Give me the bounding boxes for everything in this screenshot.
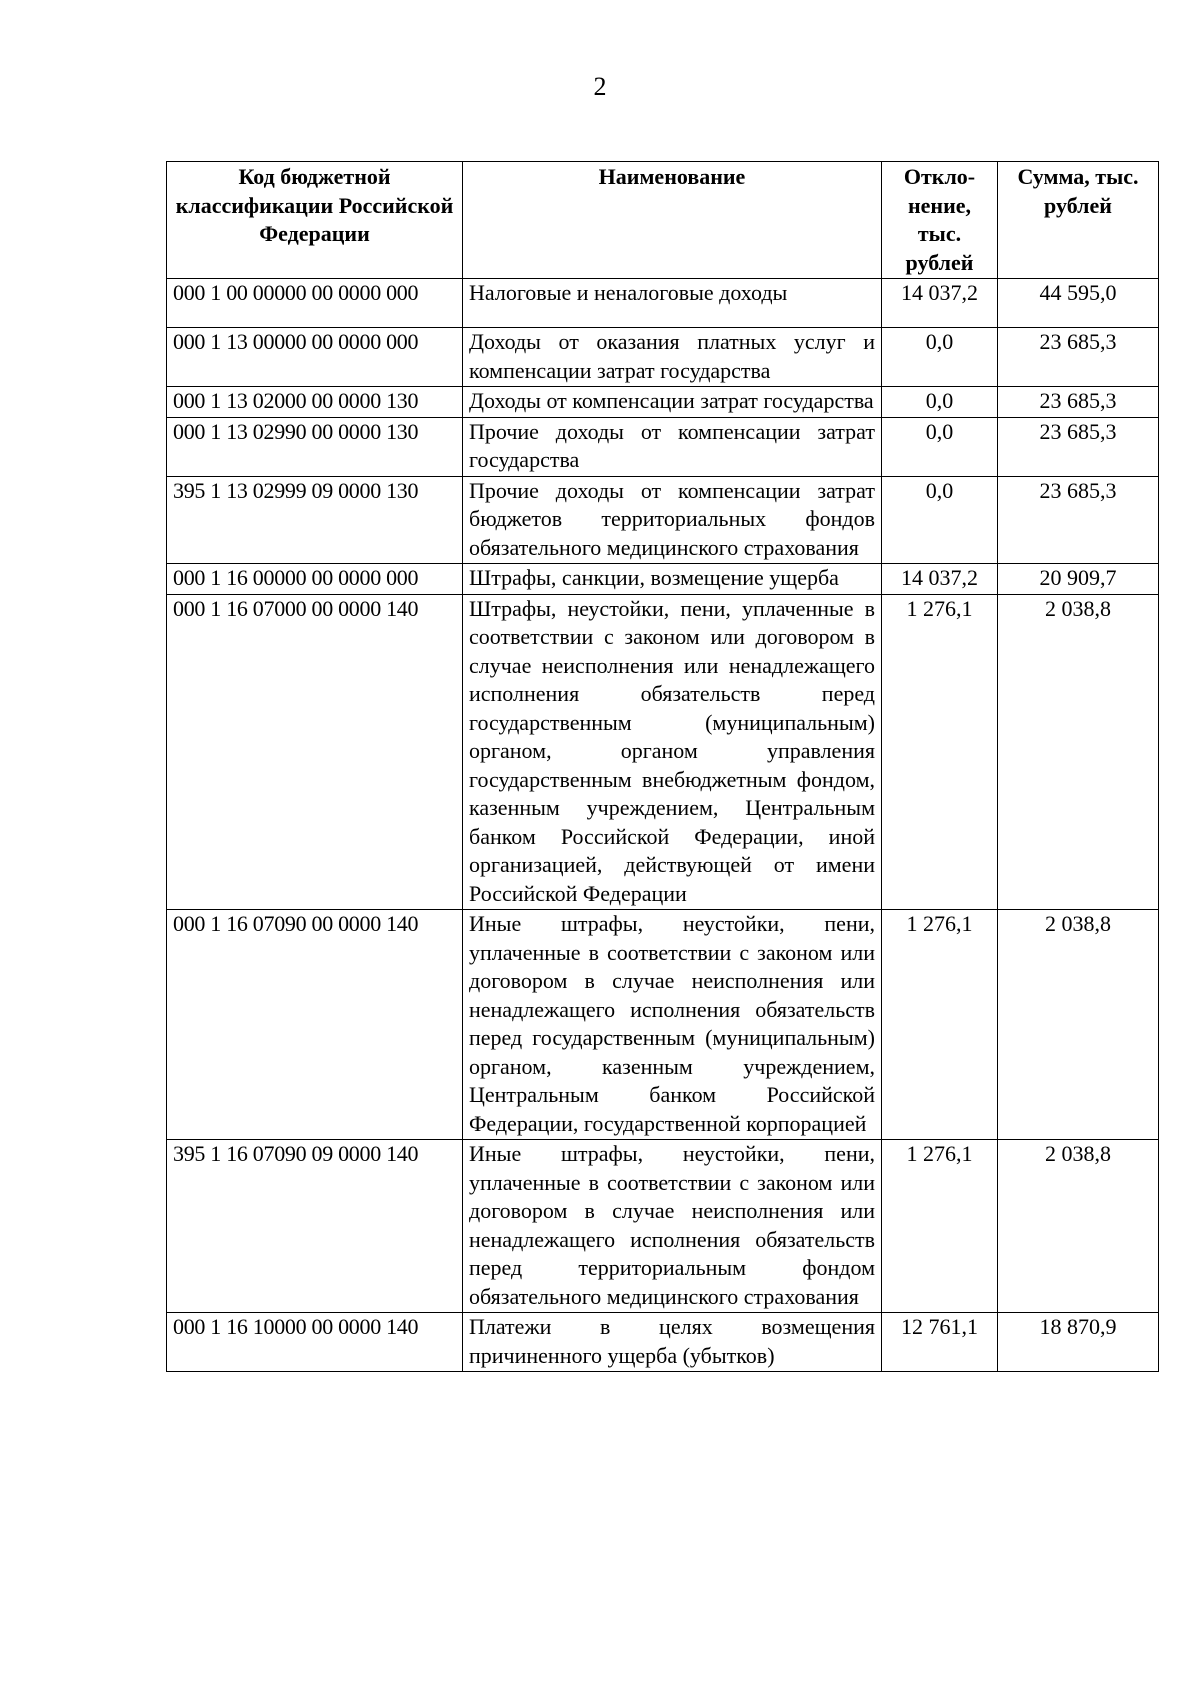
cell-sum: 2 038,8: [998, 910, 1159, 1140]
cell-sum: 20 909,7: [998, 564, 1159, 595]
cell-sum: 23 685,3: [998, 417, 1159, 476]
cell-code: 000 1 16 07000 00 0000 140: [167, 594, 463, 910]
cell-deviation: 1 276,1: [882, 1140, 998, 1313]
cell-deviation: 1 276,1: [882, 910, 998, 1140]
page-number: 2: [593, 72, 607, 101]
cell-code: 395 1 16 07090 09 0000 140: [167, 1140, 463, 1313]
cell-name: Платежи в целях возмещения причиненного ущерба (убытков): [463, 1313, 882, 1372]
cell-sum: 2 038,8: [998, 594, 1159, 910]
cell-name: Иные штрафы, неустойки, пени, уплаченные в соответствии с законом или договором в случае неисполнения или ненадлежащего исполнения обязательств перед государственным (муниципальным) органом, казенным учреждением, Центральным банком Российской Федерации, государственной корпорацией: [463, 910, 882, 1140]
table-row: [167, 594, 1159, 910]
table-row: [167, 1140, 1159, 1313]
cell-deviation: 12 761,1: [882, 1313, 998, 1372]
cell-sum: 23 685,3: [998, 387, 1159, 418]
cell-name: Доходы от компенсации затрат государства: [463, 387, 882, 418]
cell-code: 000 1 00 00000 00 0000 000: [167, 279, 463, 328]
cell-deviation: 0,0: [882, 417, 998, 476]
table-row: [167, 564, 1159, 595]
cell-deviation: 0,0: [882, 328, 998, 387]
table-header-row: [167, 162, 1159, 279]
table-row: [167, 279, 1159, 328]
table-row: [167, 328, 1159, 387]
cell-name: Иные штрафы, неустойки, пени, уплаченные в соответствии с законом или договором в случае неисполнения или ненадлежащего исполнения обязательств перед территориальным фондом обязательного медицинского страхования: [463, 1140, 882, 1313]
cell-name: Доходы от оказания платных услуг и компенсации затрат государства: [463, 328, 882, 387]
header-name: Наименование: [463, 162, 882, 279]
cell-sum: 44 595,0: [998, 279, 1159, 328]
header-code: Код бюджетной классификации Российской Федерации: [167, 162, 463, 279]
cell-name: Налоговые и неналоговые доходы: [463, 279, 882, 328]
cell-code: 000 1 13 02000 00 0000 130: [167, 387, 463, 418]
cell-code: 000 1 13 02990 00 0000 130: [167, 417, 463, 476]
budget-classification-table: [166, 161, 1159, 1372]
cell-code: 000 1 13 00000 00 0000 000: [167, 328, 463, 387]
cell-code: 000 1 16 10000 00 0000 140: [167, 1313, 463, 1372]
cell-deviation: 1 276,1: [882, 594, 998, 910]
header-deviation: Откло- нение, тыс. рублей: [882, 162, 998, 279]
table-row: [167, 387, 1159, 418]
cell-name: Штрафы, неустойки, пени, уплаченные в соответствии с законом или договором в случае неисполнения или ненадлежащего исполнения обязательств перед государственным (муниципальным) органом, органом управления государственным внебюджетным фондом, казенным учреждением, Центральным банком Российской Федерации, иной организацией, действующей от имени Российской Федерации: [463, 594, 882, 910]
table-row: [167, 476, 1159, 564]
cell-sum: 2 038,8: [998, 1140, 1159, 1313]
cell-code: 000 1 16 00000 00 0000 000: [167, 564, 463, 595]
cell-name: Прочие доходы от компенсации затрат государства: [463, 417, 882, 476]
cell-code: 000 1 16 07090 00 0000 140: [167, 910, 463, 1140]
table-row: [167, 910, 1159, 1140]
cell-sum: 18 870,9: [998, 1313, 1159, 1372]
cell-code: 395 1 13 02999 09 0000 130: [167, 476, 463, 564]
cell-deviation: 0,0: [882, 387, 998, 418]
header-sum: Сумма, тыс. рублей: [998, 162, 1159, 279]
table-row: [167, 417, 1159, 476]
cell-sum: 23 685,3: [998, 328, 1159, 387]
cell-deviation: 0,0: [882, 476, 998, 564]
cell-sum: 23 685,3: [998, 476, 1159, 564]
cell-deviation: 14 037,2: [882, 564, 998, 595]
cell-name: Прочие доходы от компенсации затрат бюджетов территориальных фондов обязательного медицинского страхования: [463, 476, 882, 564]
cell-name: Штрафы, санкции, возмещение ущерба: [463, 564, 882, 595]
cell-deviation: 14 037,2: [882, 279, 998, 328]
table-row: [167, 1313, 1159, 1372]
